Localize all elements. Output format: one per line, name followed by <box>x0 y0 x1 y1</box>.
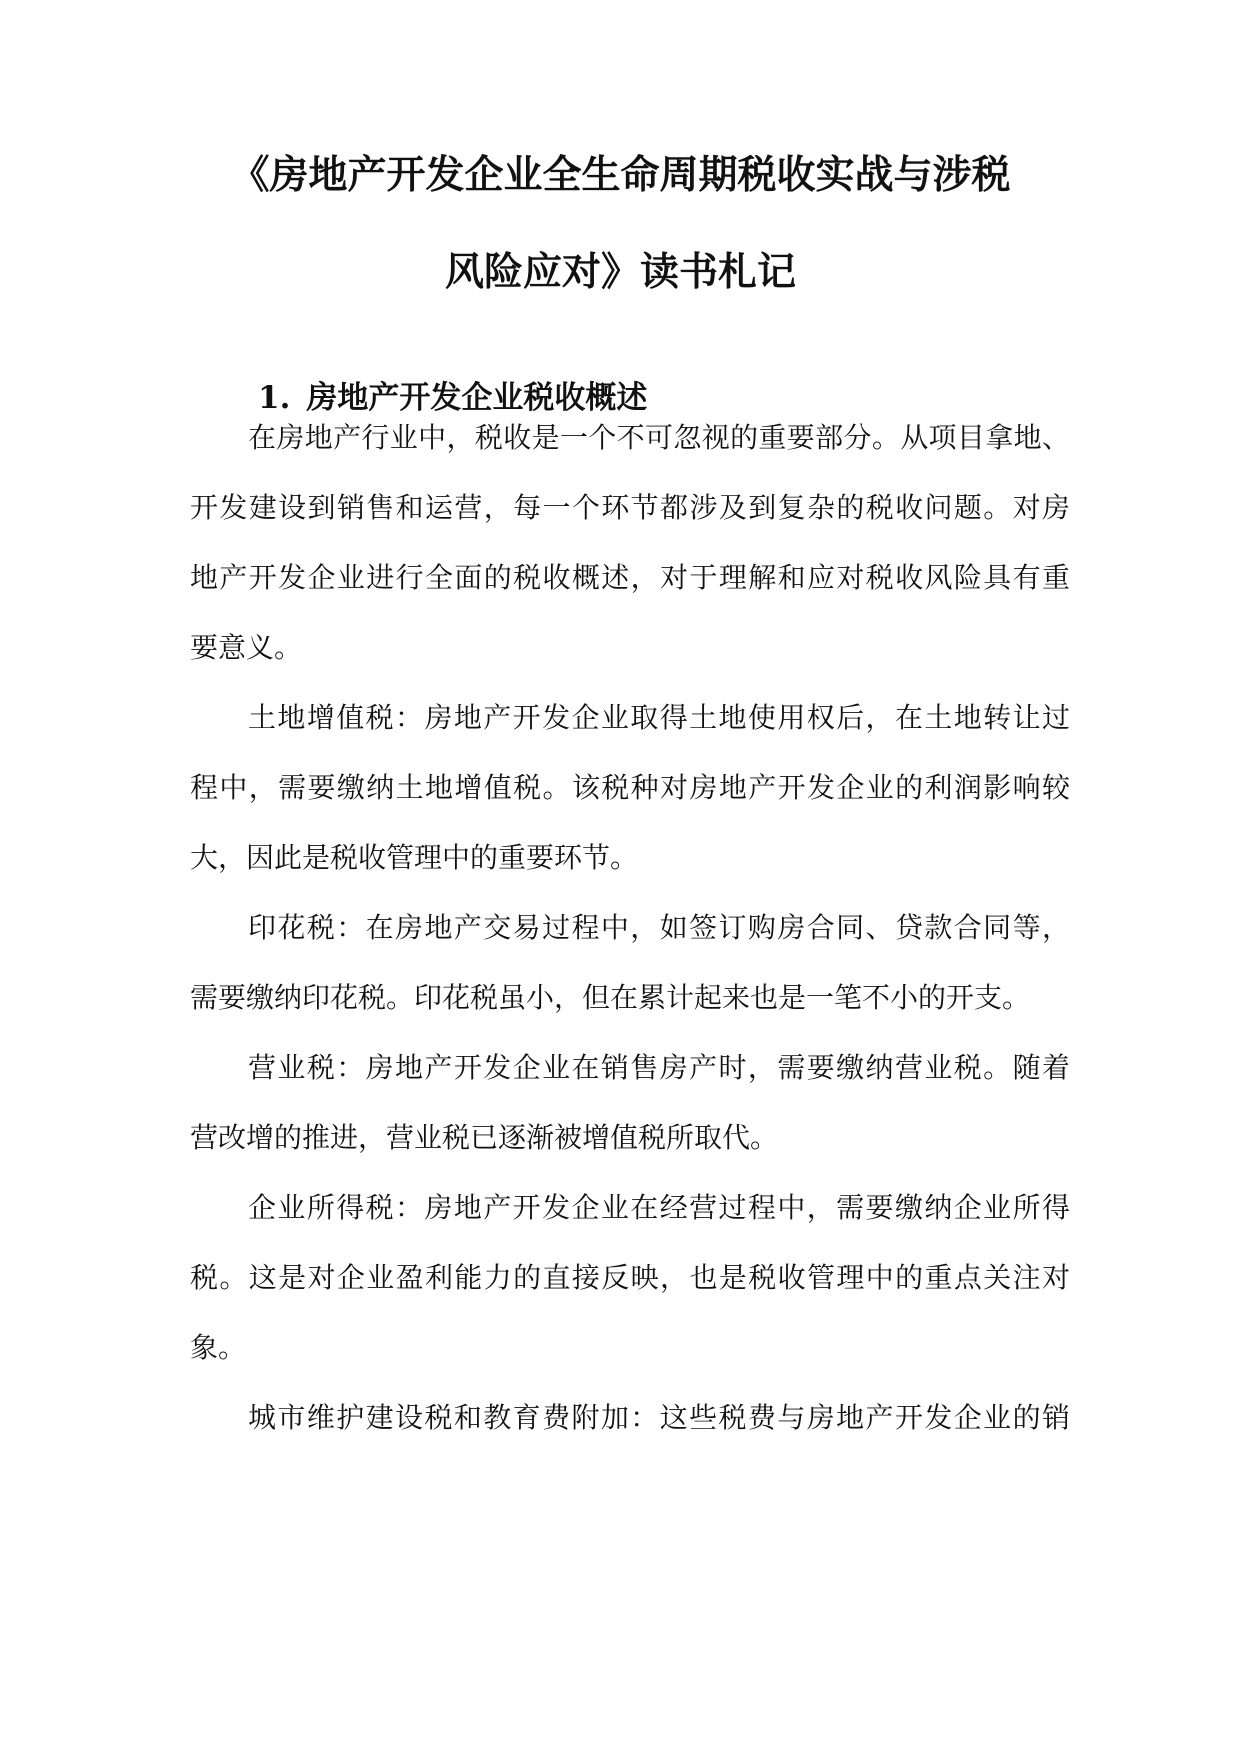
paragraph-2-line-2: 程中，需要缴纳土地增值税。该税种对房地产开发企业的利润影响较 <box>190 771 1070 804</box>
paragraph-1-line-3: 地产开发企业进行全面的税收概述，对于理解和应对税收风险具有重 <box>190 561 1070 594</box>
paragraph-5-line-3: 象。 <box>190 1331 247 1364</box>
paragraph-3-line-2: 需要缴纳印花税。印花税虽小，但在累计起来也是一笔不小的开支。 <box>190 981 1031 1014</box>
paragraph-5-line-1: 企业所得税：房地产开发企业在经营过程中，需要缴纳企业所得 <box>248 1191 1070 1224</box>
paragraph-1-line-4: 要意义。 <box>190 631 303 664</box>
paragraph-2-line-1: 土地增值税：房地产开发企业取得土地使用权后，在土地转让过 <box>248 701 1070 734</box>
document-title-line-2: 风险应对》读书札记 <box>444 250 796 295</box>
paragraph-1-line-2: 开发建设到销售和运营，每一个环节都涉及到复杂的税收问题。对房 <box>190 491 1070 524</box>
section-title: 房地产开发企业税收概述 <box>306 380 648 416</box>
paragraph-3-line-1: 印花税：在房地产交易过程中，如签订购房合同、贷款合同等， <box>248 911 1070 944</box>
section-heading <box>258 376 647 420</box>
paragraph-4-line-1: 营业税：房地产开发企业在销售房产时，需要缴纳营业税。随着 <box>248 1051 1070 1084</box>
document-title-line-1: 《房地产开发企业全生命周期税收实战与涉税 <box>230 153 1011 198</box>
section-number: 1. <box>258 380 291 416</box>
paragraph-1-line-1: 在房地产行业中，税收是一个不可忽视的重要部分。从项目拿地、 <box>248 421 1070 454</box>
paragraph-4-line-2: 营改增的推进，营业税已逐渐被增值税所取代。 <box>190 1121 779 1154</box>
paragraph-5-line-2: 税。这是对企业盈利能力的直接反映，也是税收管理中的重点关注对 <box>190 1261 1070 1294</box>
paragraph-6-line-1: 城市维护建设税和教育费附加：这些税费与房地产开发企业的销 <box>248 1401 1070 1434</box>
paragraph-2-line-3: 大，因此是税收管理中的重要环节。 <box>190 841 639 874</box>
